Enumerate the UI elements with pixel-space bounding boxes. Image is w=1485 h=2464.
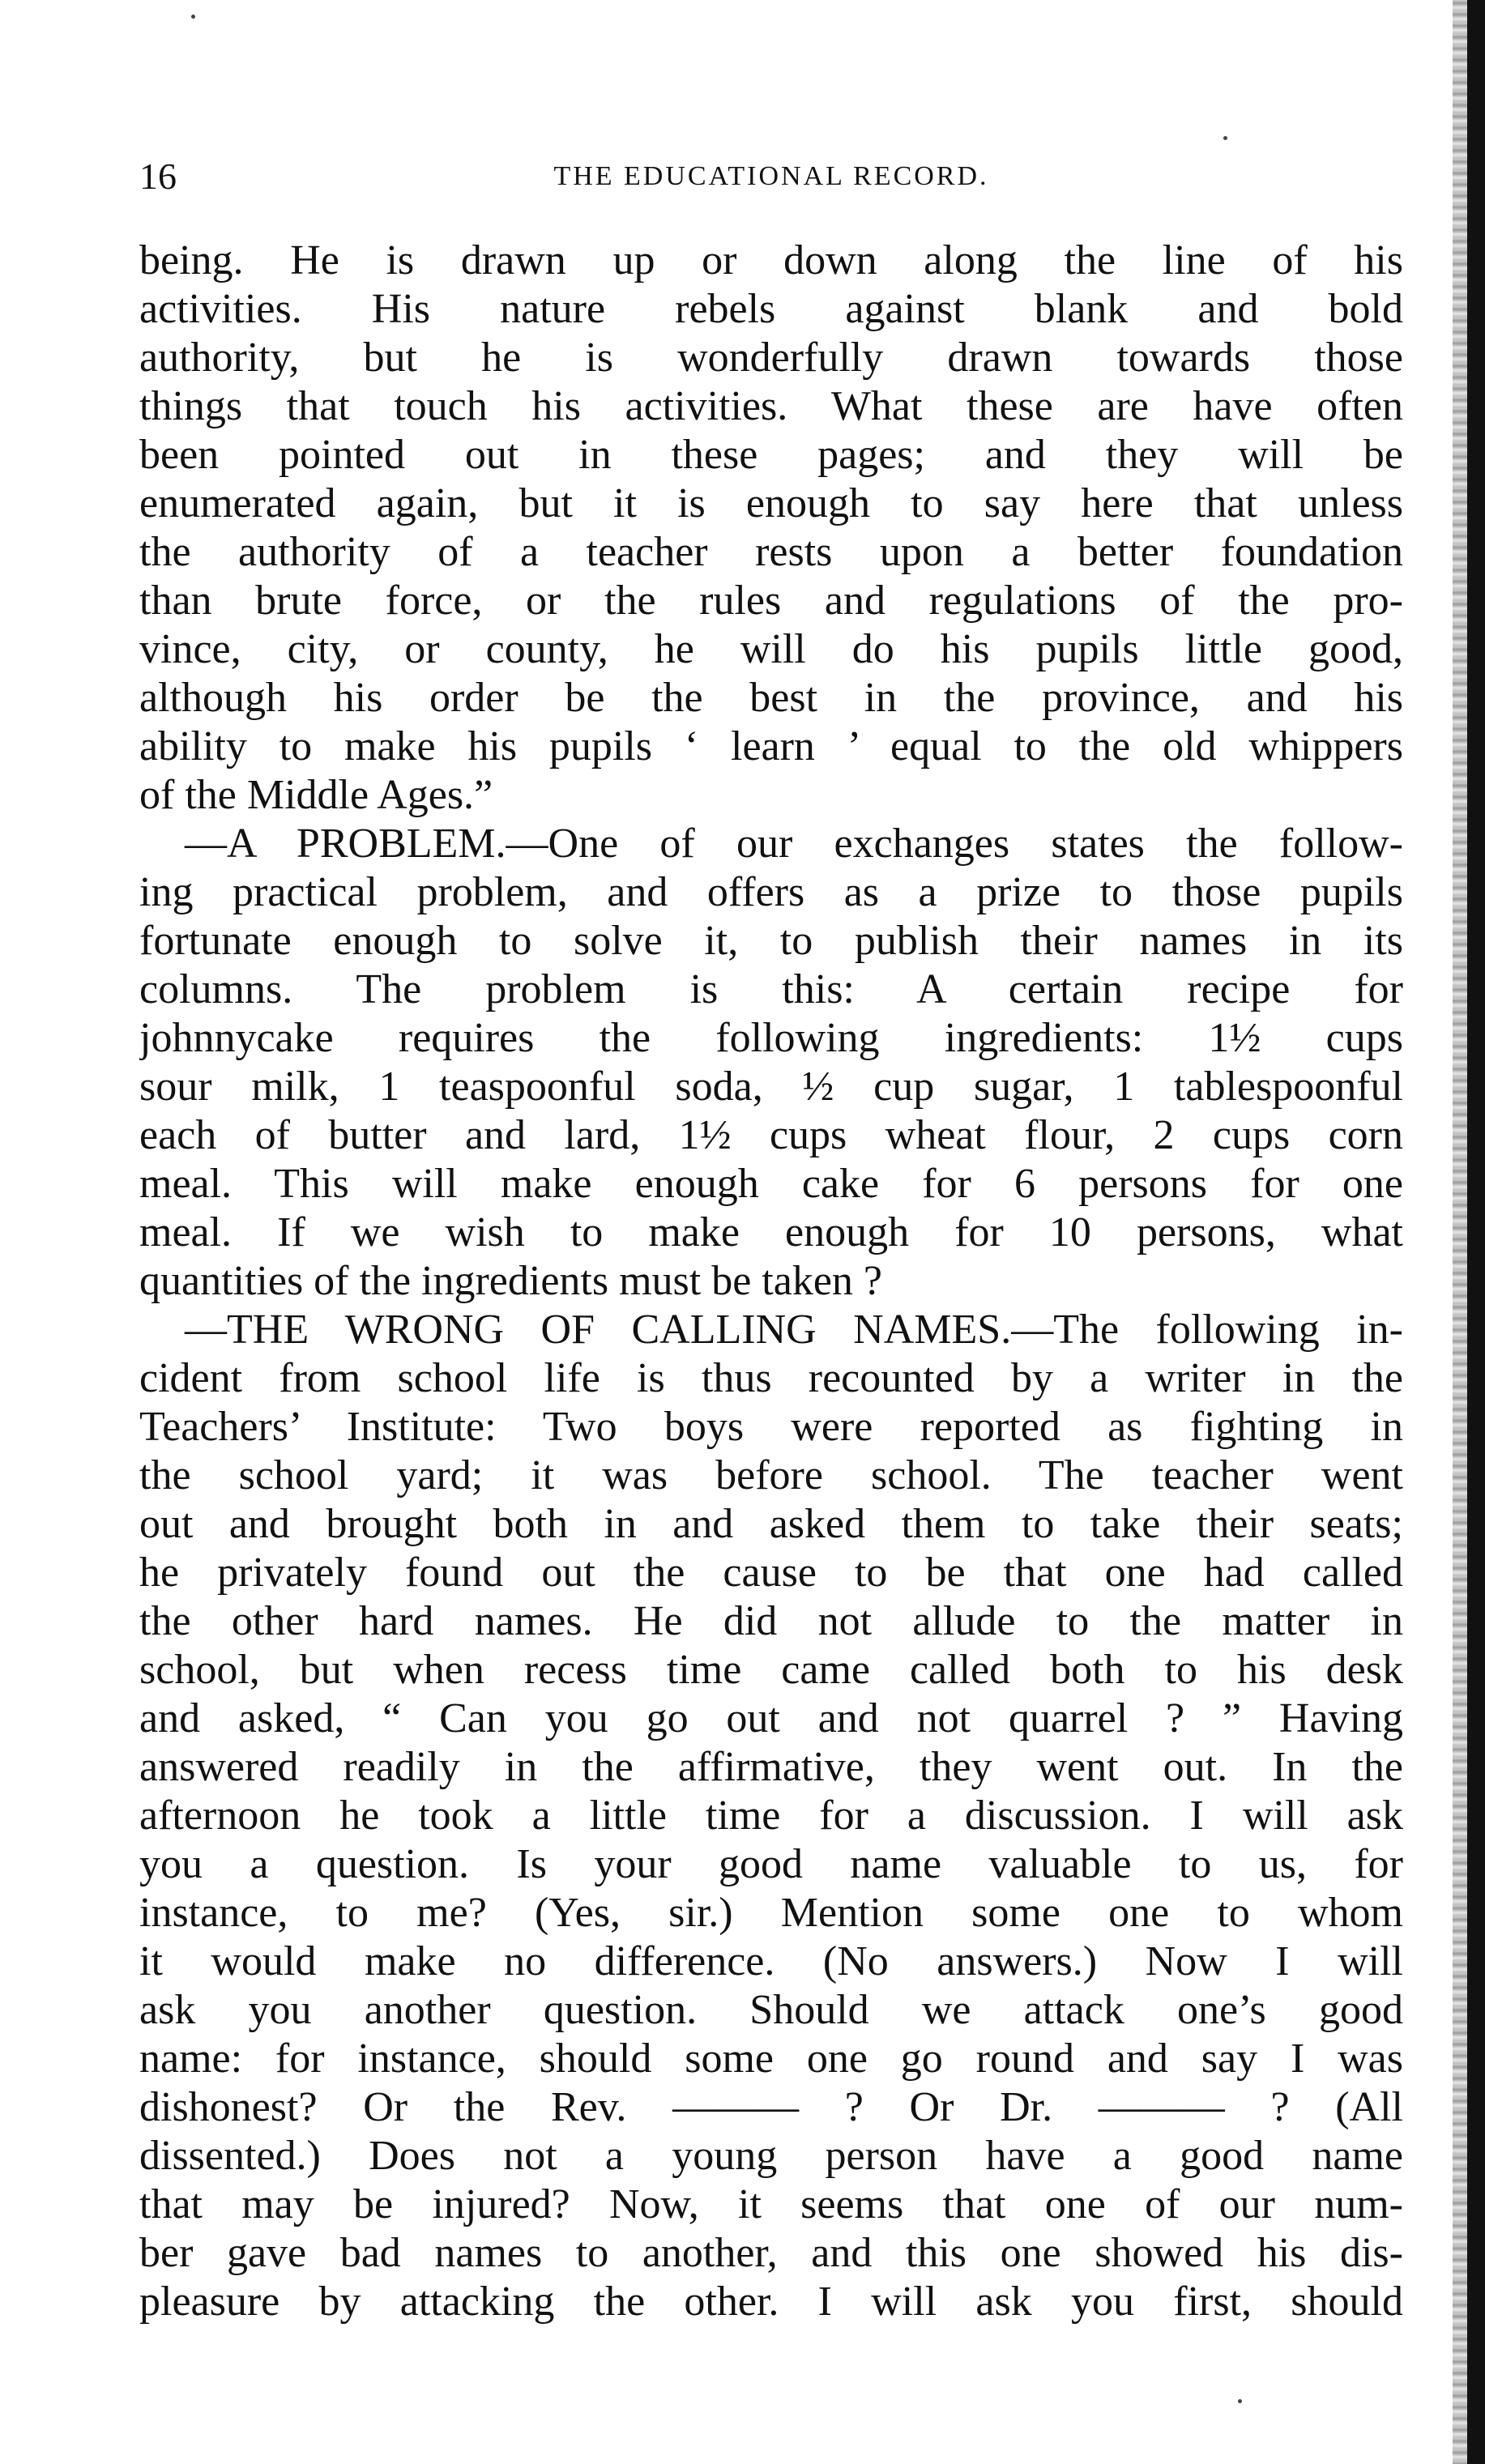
text-line: dissented.) Does not a young person have a good name: [139, 2133, 1403, 2179]
text-line: school, but when recess time came called both to his desk: [139, 1647, 1403, 1693]
text-line: the authority of a teacher rests upon a better foundation: [139, 529, 1403, 575]
print-speck: [191, 15, 195, 19]
text-line: he privately found out the cause to be that one had called: [139, 1550, 1403, 1596]
text-line: —THE WRONG OF CALLING NAMES.—The following in-: [185, 1307, 1403, 1353]
page-header: [139, 152, 1403, 201]
text-line: meal. If we wish to make enough for 10 persons, what: [139, 1209, 1403, 1255]
text-line: being. He is drawn up or down along the line of his: [139, 237, 1403, 283]
text-line: the other hard names. He did not allude to the matter in: [139, 1598, 1403, 1644]
article-body: [139, 237, 1403, 2326]
page-edge-shadow: [1453, 0, 1467, 2464]
text-line: activities. His nature rebels against blank and bold: [139, 286, 1403, 332]
text-line: quantities of the ingredients must be taken ?: [139, 1258, 882, 1304]
text-line: name: for instance, should some one go round and say I was: [139, 2036, 1403, 2082]
text-line: answered readily in the affirmative, they went out. In the: [139, 1744, 1403, 1790]
text-line: enumerated again, but it is enough to say here that unless: [139, 480, 1403, 526]
text-line: meal. This will make enough cake for 6 persons for one: [139, 1161, 1403, 1207]
text-line: columns. The problem is this: A certain recipe for: [139, 966, 1403, 1012]
text-line: and asked, “ Can you go out and not quarrel ? ” Having: [139, 1695, 1403, 1741]
text-line: ability to make his pupils ‘ learn ’ equal to the old whippers: [139, 723, 1403, 769]
text-line: than brute force, or the rules and regulations of the pro-: [139, 578, 1403, 624]
print-speck: [1223, 136, 1227, 140]
text-line: although his order be the best in the province, and his: [139, 675, 1403, 721]
text-line: it would make no difference. (No answers.) Now I will: [139, 1938, 1403, 1984]
text-line: of the Middle Ages.”: [139, 772, 493, 818]
text-line: things that touch his activities. What these are have often: [139, 383, 1403, 429]
text-line: that may be injured? Now, it seems that one of our num-: [139, 2181, 1403, 2227]
running-head: THE EDUCATIONAL RECORD.: [553, 161, 989, 191]
text-line: authority, but he is wonderfully drawn towards those: [139, 335, 1403, 381]
text-line: pleasure by attacking the other. I will ask you first, should: [139, 2279, 1403, 2325]
text-line: ask you another question. Should we attack one’s good: [139, 1987, 1403, 2033]
text-line: sour milk, 1 teaspoonful soda, ½ cup sugar, 1 tablespoonful: [139, 1064, 1403, 1110]
text-line: ing practical problem, and offers as a prize to those pupils: [139, 869, 1403, 915]
page-edge-binding: [1467, 0, 1485, 2464]
text-line: ber gave bad names to another, and this one showed his dis-: [139, 2230, 1403, 2276]
text-line: johnnycake requires the following ingredients: 1½ cups: [139, 1015, 1403, 1061]
text-line: you a question. Is your good name valuable to us, for: [139, 1841, 1403, 1887]
text-line: afternoon he took a little time for a discussion. I will ask: [139, 1793, 1403, 1839]
text-line: fortunate enough to solve it, to publish their names in its: [139, 918, 1403, 964]
text-line: out and brought both in and asked them to take their seats;: [139, 1501, 1403, 1547]
text-line: Teachers’ Institute: Two boys were reported as fighting in: [139, 1404, 1403, 1450]
text-line: cident from school life is thus recounted by a writer in the: [139, 1355, 1403, 1401]
text-line: instance, to me? (Yes, sir.) Mention some one to whom: [139, 1890, 1403, 1936]
text-line: vince, city, or county, he will do his pupils little good,: [139, 626, 1403, 672]
text-line: been pointed out in these pages; and they will be: [139, 432, 1403, 478]
text-line: the school yard; it was before school. The teacher went: [139, 1452, 1403, 1498]
text-line: dishonest? Or the Rev. ——— ? Or Dr. ——— ? (All: [139, 2084, 1403, 2130]
print-speck: [1238, 2399, 1242, 2403]
text-line: each of butter and lard, 1½ cups wheat flour, 2 cups corn: [139, 1112, 1403, 1158]
page-number: 16: [139, 156, 177, 197]
text-line: —A PROBLEM.—One of our exchanges states the follow-: [185, 821, 1403, 867]
